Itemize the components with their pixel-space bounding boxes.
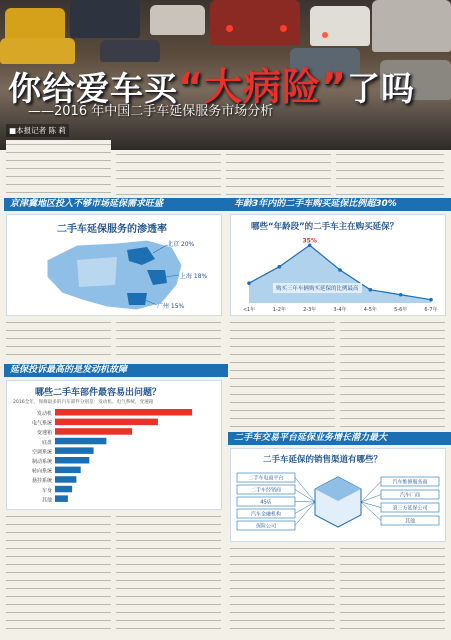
channel-left-label: 二手车经销商 (250, 487, 282, 494)
body-text-block (116, 512, 221, 634)
parts-category-label: 制动系统 (31, 459, 52, 465)
age-tick-label: 6-7年 (424, 307, 438, 313)
parts-bar (55, 438, 106, 445)
parts-category-label: 悬挂系统 (31, 478, 52, 485)
age-tick-label: 3-4年 (333, 307, 347, 313)
section-heading: 车龄3年内的二手车购买延保比例超30% (228, 198, 451, 211)
hero-image (0, 0, 451, 150)
channel-connector (295, 478, 315, 503)
age-tick-label: 5-6年 (394, 307, 408, 313)
parts-chart (6, 380, 222, 510)
page-subtitle: ——2016 年中国二手车延保服务市场分析 (28, 104, 274, 119)
age-tick-label: 4-5年 (363, 307, 377, 313)
channel-right-label: 其他 (404, 518, 416, 525)
body-text-block (340, 318, 445, 428)
section-heading: 京津冀地区投入不够市场延保需求旺盛 (4, 198, 228, 211)
parts-bar (55, 419, 158, 426)
age-point (247, 281, 251, 285)
channel-left-label: 汽车金融机构 (250, 511, 282, 518)
section-heading: 二手车交易平台延保业务增长潜力最大 (228, 432, 451, 445)
channel-connector (295, 502, 315, 503)
chart-note: 购买三年车辆购买延保的比例最高 (273, 283, 362, 293)
byline: ■本报记者 陈 莉 (6, 124, 69, 137)
age-tick-label: <1年 (242, 307, 256, 313)
channel-right-label: 第三方延保公司 (392, 505, 428, 512)
body-text-block (6, 318, 111, 358)
channel-connector (361, 495, 381, 503)
parts-category-label: 电气系统 (31, 420, 52, 427)
body-text-block (230, 544, 335, 634)
map-label-beijing: 北京 20% (167, 241, 195, 248)
channel-connector (295, 502, 315, 514)
parts-bar (55, 476, 76, 483)
map-label-shanghai: 上海 18% (180, 273, 208, 280)
channel-connector (361, 482, 381, 503)
channel-left-label: 保险公司 (255, 523, 277, 530)
section-heading: 延保投诉最高的是发动机故障 (4, 364, 228, 377)
parts-bar-chart (7, 381, 221, 509)
chart-title: 哪些“年龄段”的二手车主在购买延保？ (251, 222, 399, 232)
age-line-chart (231, 215, 445, 315)
parts-bar (55, 428, 132, 435)
body-text-block (226, 150, 331, 196)
channels-diagram (231, 449, 445, 541)
age-point (429, 298, 433, 302)
age-point (399, 293, 403, 297)
age-tick-label: 1-2年 (272, 307, 286, 313)
channel-left-label: 4S店 (260, 499, 272, 506)
china-map (7, 215, 221, 315)
parts-bar (55, 447, 94, 454)
channel-right-label: 汽车厂商 (399, 492, 421, 499)
parts-category-label: 变速箱 (36, 430, 52, 437)
parts-category-label: 转向系统 (31, 468, 52, 475)
channels-chart (230, 448, 446, 542)
parts-bar (55, 486, 72, 493)
channel-connector (295, 490, 315, 503)
body-text-block (340, 544, 445, 634)
parts-category-label: 其他 (41, 497, 52, 504)
chart-title: 二手车延保服务的渗透率 (57, 224, 167, 235)
body-text-block (116, 150, 221, 196)
parts-category-label: 底盘 (41, 439, 52, 446)
body-text-block (336, 150, 444, 196)
age-tick-label: 2-3年 (303, 307, 317, 313)
parts-category-label: 车身 (41, 487, 52, 494)
body-text-block (6, 512, 111, 634)
body-text-block (6, 140, 111, 196)
body-text-block (116, 318, 221, 358)
age-point (278, 265, 282, 269)
age-chart (230, 214, 446, 316)
age-point (338, 268, 342, 272)
age-area (249, 245, 431, 303)
chart-caption: 2016全年，保修最多的汽车部件分别是：发动机、电气系统，变速箱 (13, 400, 154, 405)
chart-title: 哪些二手车部件最容易出问题？ (35, 388, 162, 398)
channel-right-label: 汽车维修服务商 (392, 479, 428, 486)
channel-connector (295, 502, 315, 526)
parts-bar (55, 495, 68, 502)
map-label-guangzhou: 广州 15% (157, 303, 185, 310)
age-peak-label: 35% (302, 237, 317, 245)
page-title: 你给爱车买“大病险”了吗 (8, 65, 415, 109)
parts-category-label: 空调系统 (31, 449, 52, 456)
parts-bar (55, 467, 81, 474)
channel-left-label: 二手车电商平台 (248, 475, 284, 482)
chart-title: 二手车延保的销售渠道有哪些？ (263, 455, 383, 465)
parts-bar (55, 457, 89, 464)
penetration-chart (6, 214, 222, 316)
body-text-block (230, 318, 335, 428)
age-point (369, 288, 373, 292)
parts-bar (55, 409, 192, 416)
parts-category-label: 发动机 (36, 411, 52, 417)
